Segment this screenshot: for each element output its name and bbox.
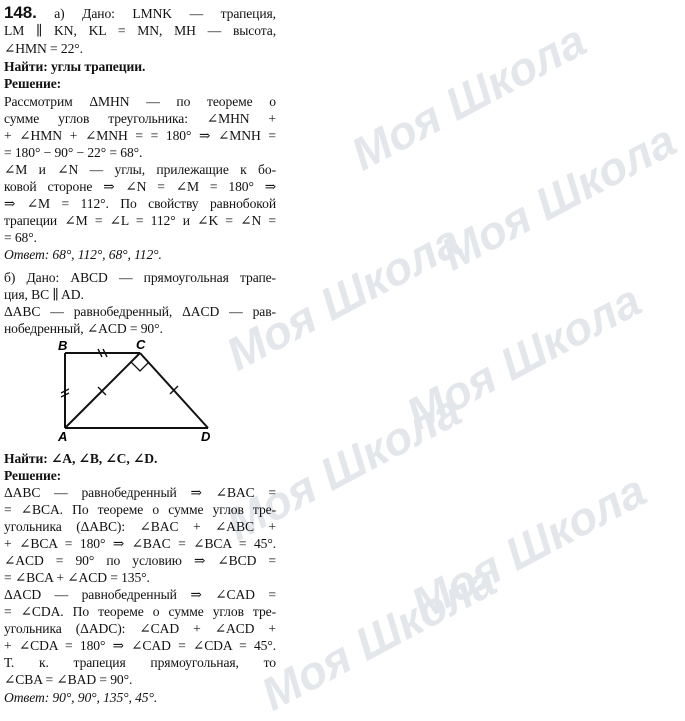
problem-number: 148. bbox=[4, 3, 37, 22]
part-b-line: = ∠BCA + ∠ACD = 135°. bbox=[4, 570, 150, 585]
part-b-find: Найти: ∠A, ∠B, ∠C, ∠D. bbox=[4, 451, 158, 466]
part-b-answer: Ответ: 90°, 90°, 135°, 45°. bbox=[4, 690, 158, 705]
part-b-line: ΔABC — равнобедренный, ΔACD — рав- bbox=[4, 304, 276, 319]
part-a-answer: Ответ: 68°, 112°, 68°, 112°. bbox=[4, 247, 162, 262]
part-b-given: б) Дано: ABCD — прямоугольная трапе- bbox=[4, 270, 276, 285]
right-angle-mark bbox=[131, 362, 149, 371]
part-b-line: = ∠CDA. По теореме о сумме углов тре- bbox=[4, 604, 276, 619]
part-b-line: = ∠BCA. По теореме о сумме углов тре- bbox=[4, 502, 276, 517]
part-a-find: Найти: углы трапеции. bbox=[4, 59, 146, 74]
watermark: Моя Школа bbox=[402, 463, 655, 631]
part-b-line: + ∠CDA = 180° ⇒ ∠CAD = ∠CDA = 45°. bbox=[4, 638, 276, 653]
vertex-label-a: A bbox=[58, 429, 68, 444]
part-a-line: ∠M и ∠N — углы, прилежащие к бо- bbox=[4, 162, 276, 177]
part-b-line: угольника (ΔADC): ∠CAD + ∠ACD + bbox=[4, 621, 276, 636]
watermark: Моя Школа bbox=[217, 213, 470, 381]
part-a-line: = 68°. bbox=[4, 230, 37, 245]
part-b-line: ∠CBA = ∠BAD = 90°. bbox=[4, 672, 133, 687]
part-b-line: угольника (ΔABC): ∠BAC + ∠ABC + bbox=[4, 519, 276, 534]
part-b-line: Т. к. трапеция прямоугольная, то bbox=[4, 655, 276, 670]
part-a-line: трапеции ∠M = ∠L = 112° и ∠K = ∠N = bbox=[4, 213, 276, 228]
vertex-label-d: D bbox=[201, 429, 211, 444]
part-a-line: сумме углов треугольника: ∠MHN + bbox=[4, 111, 276, 126]
part-a-line: ∠HMN = 22°. bbox=[4, 41, 83, 56]
watermark: Моя Школа bbox=[217, 383, 470, 551]
part-a-solution-heading: Решение: bbox=[4, 76, 62, 91]
part-b-line: нобедренный, ∠ACD = 90°. bbox=[4, 321, 163, 336]
part-a-line: LM ∥ KN, KL = MN, MH — высота, bbox=[4, 23, 276, 38]
part-a-line: ⇒ ∠M = 112°. По свойству равнобокой bbox=[4, 196, 276, 211]
watermark: Моя Школа bbox=[432, 113, 685, 281]
part-b-line: ∠ACD = 90° по условию ⇒ ∠BCD = bbox=[4, 553, 276, 568]
part-b-line: ΔABC — равнобедренный ⇒ ∠BAC = bbox=[4, 485, 276, 500]
vertex-label-c: C bbox=[136, 337, 146, 352]
part-a-line: Рассмотрим ΔMHN — по теореме о bbox=[4, 94, 276, 109]
diagonal-ac bbox=[65, 353, 140, 428]
part-b-line: ΔACD — равнобедренный ⇒ ∠CAD = bbox=[4, 587, 276, 602]
vertex-label-b: B bbox=[58, 338, 68, 353]
part-b-line: ция, BC ∥ AD. bbox=[4, 287, 84, 302]
part-a-line: ковой стороне ⇒ ∠N = ∠M = 180° ⇒ bbox=[4, 179, 276, 194]
watermark: Моя Школа bbox=[252, 553, 505, 721]
watermark: Моя Школа bbox=[342, 13, 595, 181]
part-b-solution-heading: Решение: bbox=[4, 468, 62, 483]
watermark: Моя Школа bbox=[397, 273, 650, 441]
part-a-line: + ∠HMN + ∠MNH = = 180° ⇒ ∠MNH = bbox=[4, 128, 276, 143]
part-a-given: а) Дано: LMNK — трапеция, bbox=[54, 6, 276, 21]
part-b-line: + ∠BCA = 180° ⇒ ∠BAC = ∠BCA = 45°. bbox=[4, 536, 276, 551]
part-a-line: = 180° − 90° − 22° = 68°. bbox=[4, 145, 143, 160]
